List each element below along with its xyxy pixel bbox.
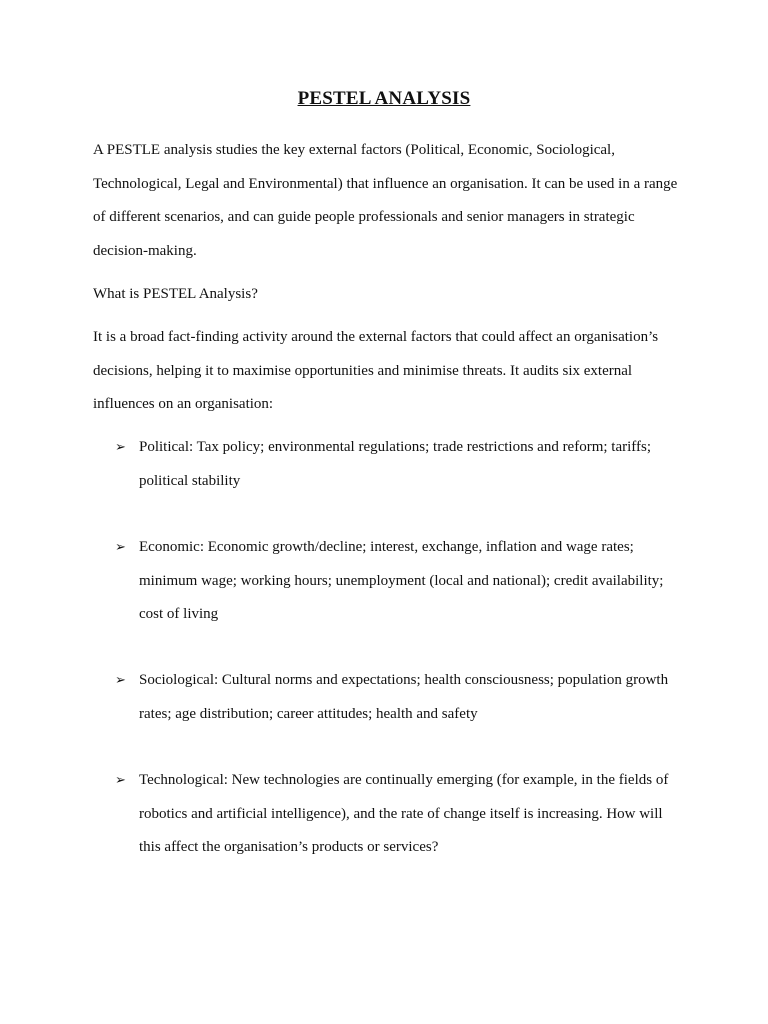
arrow-bullet-icon: ➢ [115,540,126,555]
list-item-text: Technological: New technologies are continually emerging (for example, in the fields of robotics and artificial intelligence), and the rate of change itself is increasing. How will this affect the organisation’s products or services? [139,772,669,855]
list-item-text: Political: Tax policy; environmental regulations; trade restrictions and reform; tariffs; political stability [139,439,652,489]
arrow-bullet-icon: ➢ [115,773,126,788]
answer-paragraph: It is a broad fact-finding activity around the external factors that could affect an organisation’s decisions, helping it to maximise opportunities and minimise threats. It audits six external influences on an organisation: [93,329,659,412]
list-item-text: Economic: Economic growth/decline; interest, exchange, inflation and wage rates; minimum wage; working hours; unemployment (local and national); credit availability; cost of living [139,539,664,622]
page-title: PESTEL ANALYSIS [297,88,471,109]
list-item-text: Sociological: Cultural norms and expectations; health consciousness; population growth rates; age distribution; career attitudes; health and safety [139,672,669,722]
question-heading: What is PESTEL Analysis? [93,286,258,302]
arrow-bullet-icon: ➢ [115,673,126,688]
arrow-bullet-icon: ➢ [115,440,126,455]
intro-paragraph: A PESTLE analysis studies the key external factors (Political, Economic, Sociological, Technological, Legal and Environmental) that influence an organisation. It can be used in a range of different scenarios, and can guide people professionals and senior managers in strategic decision-making. [93,142,678,259]
